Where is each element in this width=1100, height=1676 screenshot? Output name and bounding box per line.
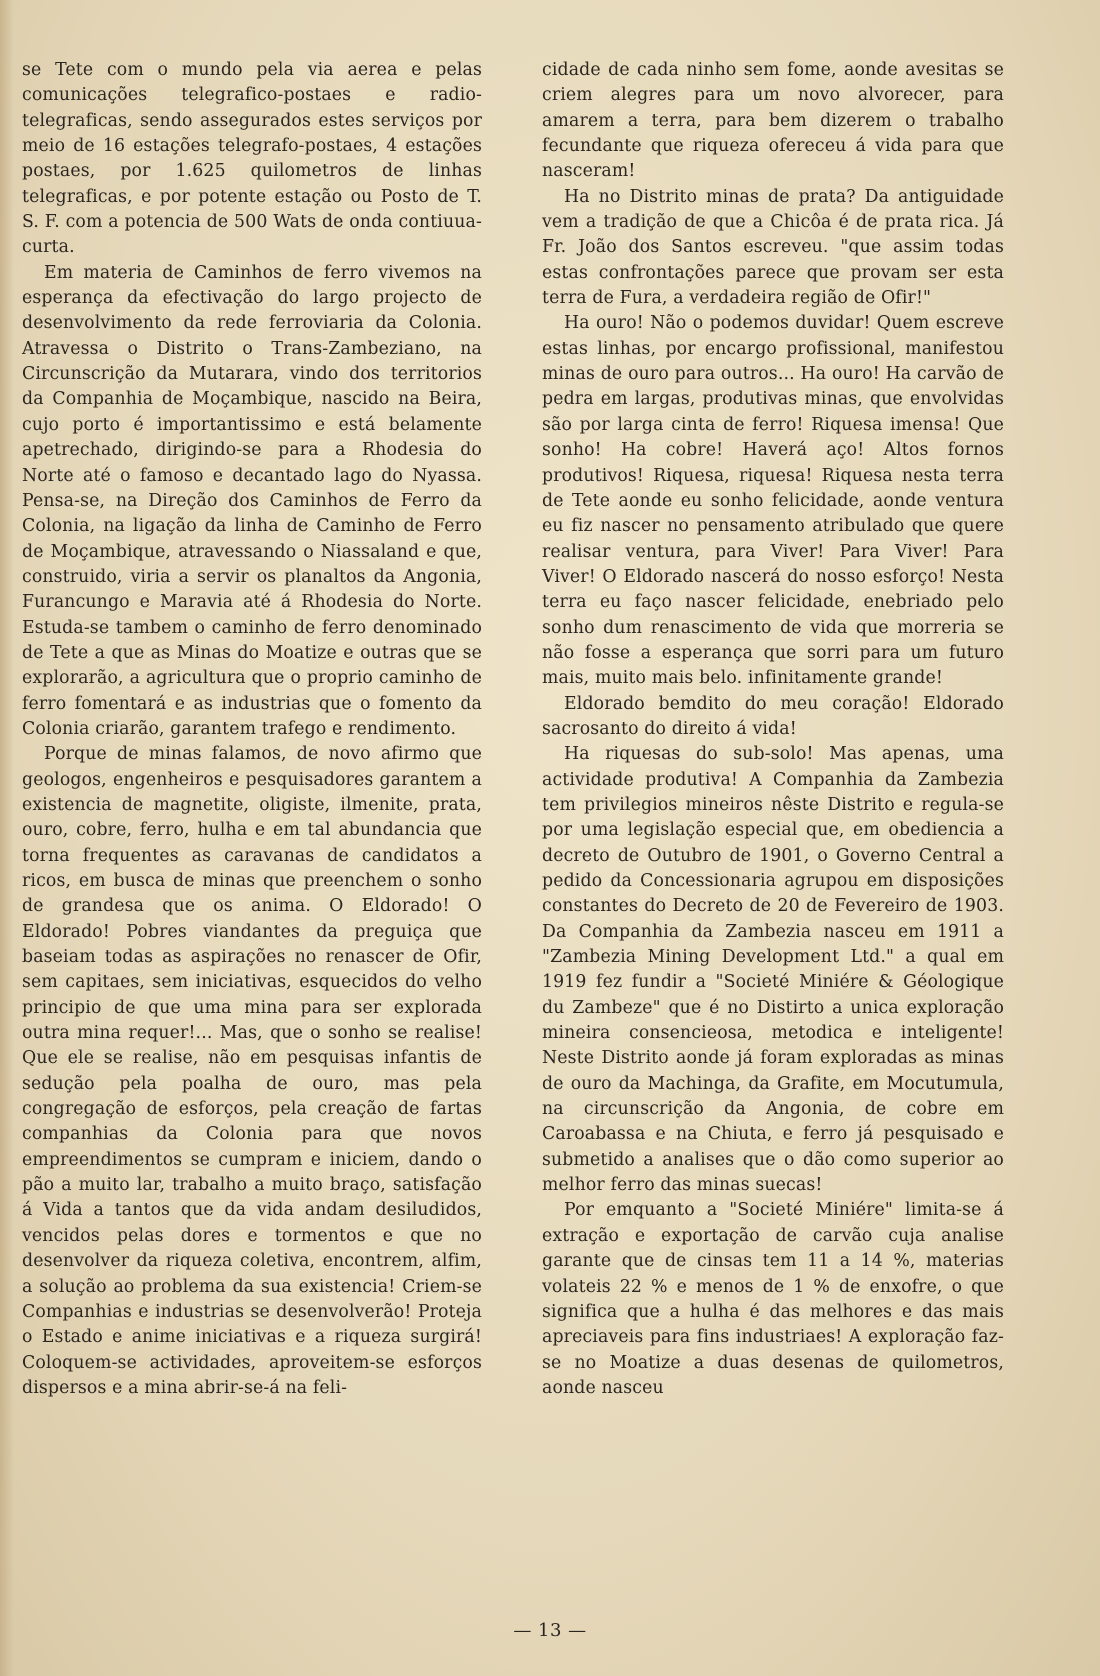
paragraph: Por emquanto a "Societé Miniére" limita-se á extração e exportação de carvão cuja analise garante que de cinsas tem 11 a 14 %, materias volateis 22 % e menos de 1 % de enxofre, o que significa que a hulha é das melhores e das mais apreciaveis para fins industriaes! A exploração faz-se no Moatize a duas desenas de quilometros, aonde nasceu <box>542 1200 1004 1398</box>
paragraph: Ha ouro! Não o podemos duvidar! Quem escreve estas linhas, por encargo profissional, manifestou minas de ouro para outros... Ha ouro! Ha carvão de pedra em largas, produtivas minas, que envolvidas são por larga cinta de ferro! Riquesa imensa! Que sonho! Ha cobre! Haverá aço! Altos fornos produtivos! Riquesa, riquesa! Riquesa nesta terra de Tete aonde eu sonho felicidade, aonde ventura eu fiz nascer no pensamento atribulado que quere realisar ventura, para Viver! Para Viver! Para Viver! O Eldorado nascerá do nosso esforço! Nesta terra eu faço nascer felicidade, enebriado pelo sonho dum renascimento de vida que morreria se não fosse a esperança que sorri para um futuro mais, muito mais belo. infinitamente grande! <box>542 313 1004 689</box>
page-number: — 13 — <box>513 1620 587 1641</box>
paragraph: Ha riquesas do sub-solo! Mas apenas, uma actividade produtiva! A Companhia da Zambezia tem privilegios mineiros nêste Distrito e regula-se por uma legislação especial que, em obediencia a decreto de Outubro de 1901, o Governo Central a pedido da Concessionaria agrupou em disposições constantes do Decreto de 20 de Fevereiro de 1903. Da Companhia da Zambezia nasceu em 1911 a "Zambezia Mining Development Ltd." a qual em 1919 fez fundir a "Societé Miniére & Géologique du Zambeze" que é no Distirto a unica exploração mineira consencieosa, metodica e inteligente! Neste Distrito aonde já foram exploradas as minas de ouro da Machinga, da Grafite, em Mocutumula, na circunscrição da Angonia, de cobre em Caroabassa e na Chiuta, e ferro já pesquisado e submetido a analises que o dão como superior ao melhor ferro das minas suecas! <box>542 744 1004 1196</box>
page-edge-shadow <box>0 0 14 1676</box>
left-column <box>22 58 482 1401</box>
paragraph: se Tete com o mundo pela via aerea e pelas comunicações telegrafico-postaes e radio-telegraficas, sendo assegurados estes serviços por meio de 16 estações telegrafo-postaes, 4 estações postaes, por 1.625 quilometros de linhas telegraficas, e por potente estação ou Posto de T. S. F. com a potencia de 500 Wats de onda contiuua-curta. <box>22 60 482 258</box>
paragraph: Eldorado bemdito do meu coração! Eldorado sacrosanto do direito á vida! <box>542 693 1004 739</box>
paragraph: Ha no Distrito minas de prata? Da antiguidade vem a tradição de que a Chicôa é de prata rica. Já Fr. João dos Santos escreveu. "que assim todas estas confrontações parece que provam ser esta terra de Fura, a verdadeira região de Ofir!" <box>542 186 1004 309</box>
paragraph: Em materia de Caminhos de ferro vivemos na esperança da efectivação do largo projecto de desenvolvimento da rede ferroviaria da Colonia. Atravessa o Distrito o Trans-Zambeziano, na Circunscrição da Mutarara, vindo dos territorios da Companhia de Moçambique, nascido na Beira, cujo porto é importantissimo e está belamente apetrechado, dirigindo-se para a Rhodesia do Norte até o famoso e decantado lago do Nyassa. Pensa-se, na Direção dos Caminhos de Ferro da Colonia, na ligação da linha de Caminho de Ferro de Moçambique, atravessando o Niassaland e que, construido, viria a servir os planaltos da Angonia, Furancungo e Maravia até á Rhodesia do Norte. Estuda-se tambem o caminho de ferro denominado de Tete a que as Minas do Moatize e outras que se explorarão, a agricultura que o proprio caminho de ferro fomentará e as industrias que o fomento da Colonia criarão, garantem trafego e rendimento. <box>22 262 482 739</box>
paragraph: Porque de minas falamos, de novo afirmo que geologos, engenheiros e pesquisadores garantem a existencia de magnetite, oligiste, ilmenite, prata, ouro, cobre, ferro, hulha e em tal abundancia que torna frequentes as caravanas de candidatos a ricos, em busca de minas que preenchem o sonho de grandesa que os anima. O Eldorado! O Eldorado! Pobres viandantes da preguiça que baseiam todas as aspirações no renascer de Ofir, sem capitaes, sem iniciativas, esquecidos do velho principio de que uma mina para ser explorada outra mina requer!... Mas, que o sonho se realise! Que ele se realise, não em pesquisas infantis de sedução pela poalha de ouro, mas pela congregação de esforços, pela creação de fartas companhias da Colonia para que novos empreendimentos se cumpram e iniciem, dando o pão a muito lar, trabalho a muito braço, satisfação á Vida a tantos que da vida andam desiludidos, vencidos pelas dores e tormentos e que no desenvolver da riqueza coletiva, encontrem, alfim, a solução ao problema da sua existencia! Criem-se Companhias e industrias se desenvolverão! Proteja o Estado e anime iniciativas e a riqueza surgirá! Coloquem-se actividades, aproveitem-se esforços dispersos e a mina abrir-se-á na feli- <box>22 744 482 1398</box>
paragraph: cidade de cada ninho sem fome, aonde avesitas se criem alegres para um novo alvorecer, para amarem a terra, para bem dizerem o trabalho fecundante que riqueza ofereceu á vida para que nasceram! <box>542 60 1004 182</box>
right-column <box>542 58 1004 1401</box>
